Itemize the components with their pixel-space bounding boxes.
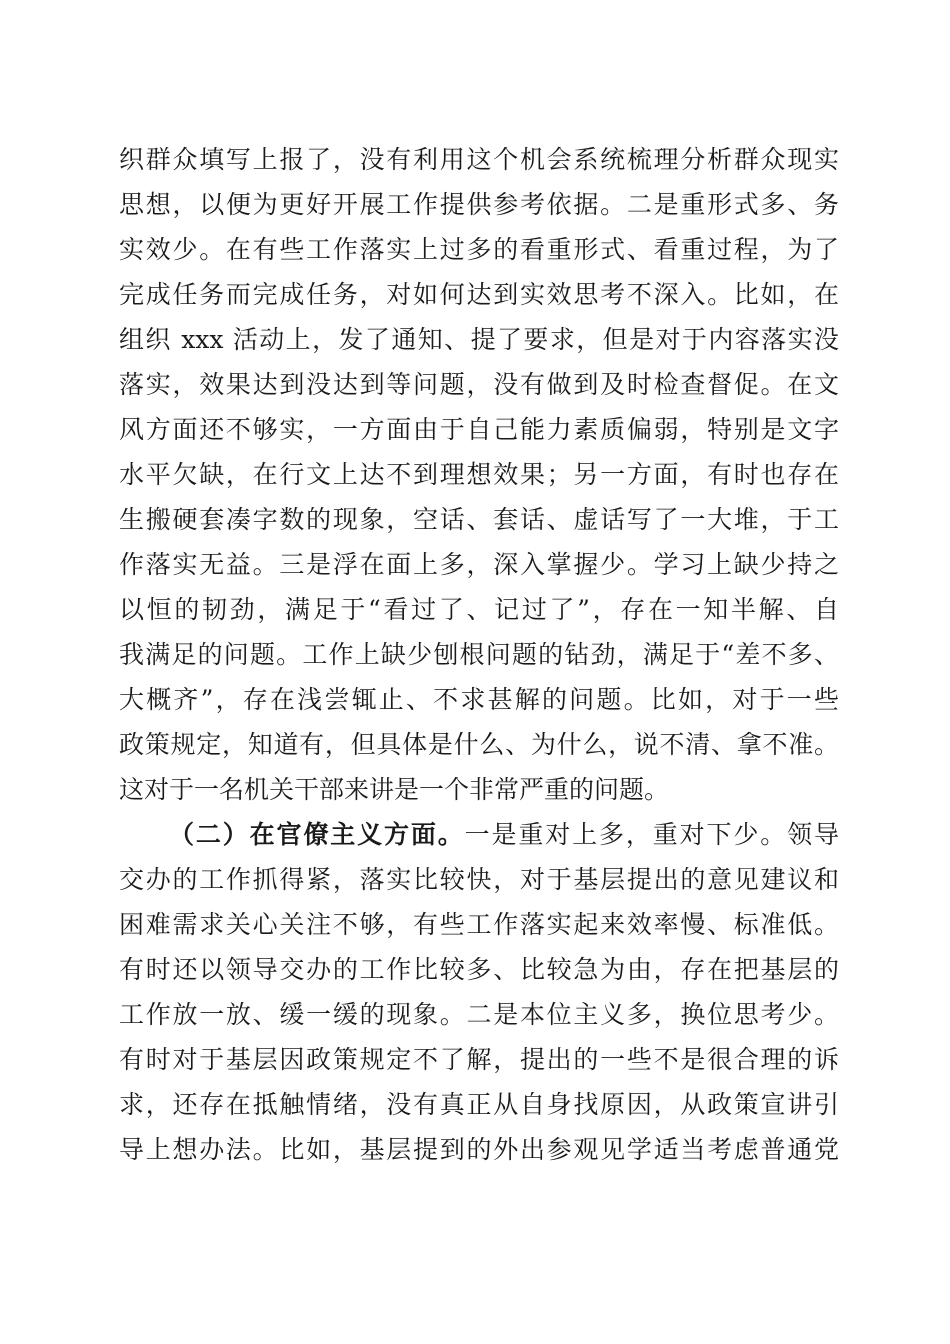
section-heading: （二）在官僚主义方面。: [169, 820, 465, 849]
paragraph-bureaucratism: [119, 812, 839, 1172]
text-line: 完成任务而完成任务，对如何达到实效思考不深入。比如，在: [119, 280, 839, 309]
text-line: 水平欠缺，在行文上达不到理想效果；另一方面，有时也存在: [119, 460, 839, 489]
text-line: 落实，效果达到没达到等问题，没有做到及时检查督促。在文: [119, 370, 839, 399]
text-line: 织群众填写上报了，没有利用这个机会系统梳理分析群众现实: [119, 145, 839, 174]
body-text: [119, 137, 839, 1172]
text-line: 大概齐”，存在浅尝辄止、不求甚解的问题。比如，对于一些: [119, 685, 839, 714]
text-line: 交办的工作抓得紧，落实比较快，对于基层提出的意见建议和: [119, 865, 839, 894]
text-line: 我满足的问题。工作上缺少刨根问题的钻劲，满足于“差不多、: [119, 640, 839, 669]
text-line: 作落实无益。三是浮在面上多，深入掌握少。学习上缺少持之: [119, 550, 839, 579]
text-line: 实效少。在有些工作落实上过多的看重形式、看重过程，为了: [119, 235, 839, 264]
text-line: 风方面还不够实，一方面由于自己能力素质偏弱，特别是文字: [119, 415, 839, 444]
text-line-first: [119, 812, 839, 857]
heading-line-rest: 一是重对上多，重对下少。领导: [464, 820, 839, 849]
text-line: 有时还以领导交办的工作比较多、比较急为由，存在把基层的: [119, 955, 839, 984]
text-line: 求，还存在抵触情绪，没有真正从自身找原因，从政策宣讲引: [119, 1090, 839, 1119]
text-line: 有时对于基层因政策规定不了解，提出的一些不是很合理的诉: [119, 1045, 839, 1074]
text-line: 这对于一名机关干部来讲是一个非常严重的问题。: [119, 775, 670, 804]
text-line: 导上想办法。比如，基层提到的外出参观见学适当考虑普通党: [119, 1135, 839, 1164]
text-line: 政策规定，知道有，但具体是什么、为什么，说不清、拿不准。: [119, 730, 839, 759]
text-line: 困难需求关心关注不够，有些工作落实起来效率慢、标准低。: [119, 910, 839, 939]
text-line: 工作放一放、缓一缓的现象。二是本位主义多，换位思考少。: [119, 1000, 839, 1029]
text-line: 思想，以便为更好开展工作提供参考依据。二是重形式多、务: [119, 190, 839, 219]
text-line: 组织 xxx 活动上，发了通知、提了要求，但是对于内容落实没: [119, 325, 839, 354]
text-line: 以恒的韧劲，满足于“看过了、记过了”，存在一知半解、自: [119, 595, 839, 624]
paragraph-formalism: [119, 137, 839, 812]
text-line: 生搬硬套凑字数的现象，空话、套话、虚话写了一大堆，于工: [119, 505, 839, 534]
